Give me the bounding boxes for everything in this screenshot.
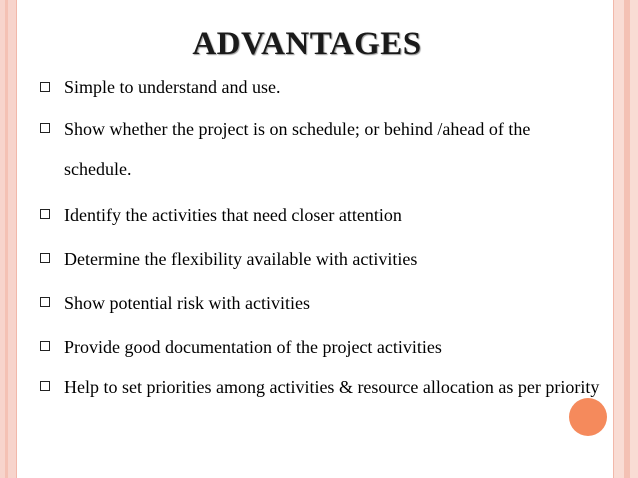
left-border-stripe [5,0,8,478]
bullet-list [40,76,600,407]
right-border-decoration [613,0,638,478]
right-border-stripe [624,0,630,478]
bullet-item [40,367,600,407]
left-border-decoration [0,0,17,478]
bullet-text: Simple to understand and use. [64,77,281,97]
bullet-item [40,327,600,367]
orange-circle-decoration [569,398,607,436]
slide-title: ADVANTAGES [192,26,422,62]
square-bullet-icon [40,209,50,219]
square-bullet-icon [40,82,50,92]
bullet-text: Show whether the project is on schedule; or behind /ahead of the schedule. [64,119,531,179]
bullet-item [40,283,600,323]
bullet-item [40,195,600,235]
bullet-text: Show potential risk with activities [64,293,310,313]
square-bullet-icon [40,341,50,351]
bullet-text: Provide good documentation of the project activities [64,337,442,357]
square-bullet-icon [40,123,50,133]
square-bullet-icon [40,253,50,263]
bullet-text: Identify the activities that need closer attention [64,205,402,225]
bullet-item [40,76,600,98]
square-bullet-icon [40,297,50,307]
bullet-item [40,109,600,189]
square-bullet-icon [40,381,50,391]
bullet-text: Help to set priorities among activities & resource allocation as per priority [64,377,600,397]
bullet-text: Determine the flexibility available with activities [64,249,418,269]
bullet-item [40,239,600,279]
